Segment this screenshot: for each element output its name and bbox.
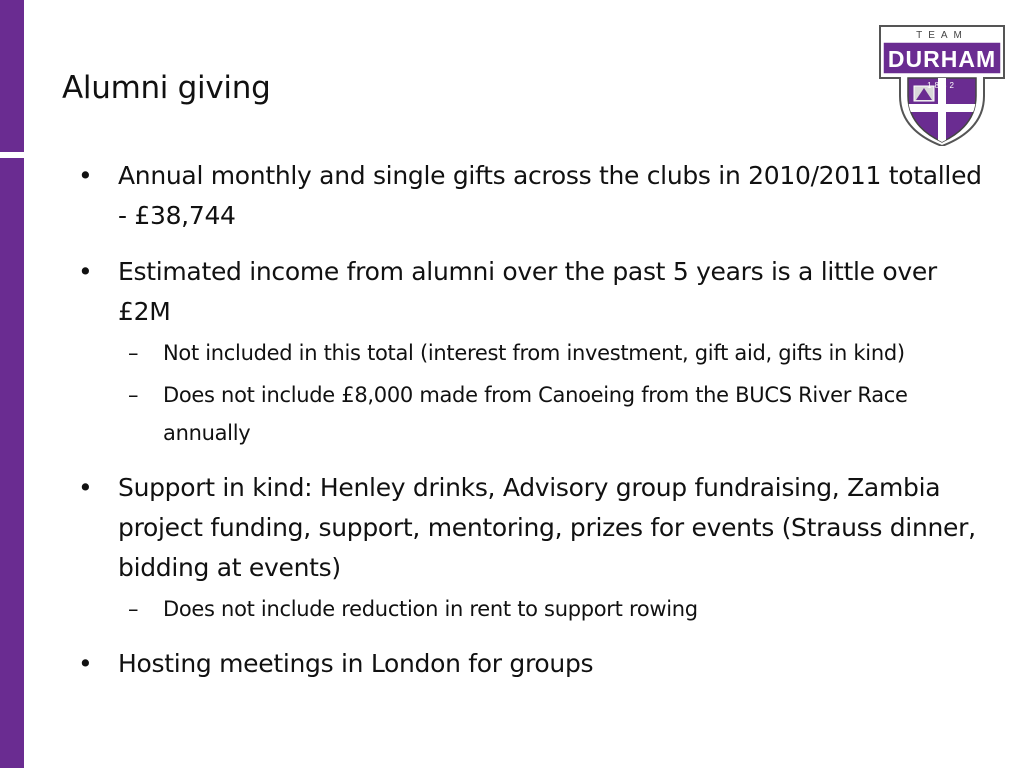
- accent-bar-bottom: [0, 158, 24, 768]
- dash-marker: –: [128, 597, 139, 621]
- bullet-marker: •: [78, 161, 93, 190]
- logo-year-text: 1832: [927, 81, 957, 90]
- sub-bullet-item: [78, 590, 943, 628]
- bullet-item: [78, 468, 988, 588]
- bullet-marker: •: [78, 473, 93, 502]
- bullet-item: [78, 156, 988, 236]
- bullet-list: [78, 156, 988, 684]
- bullet-item: [78, 252, 988, 332]
- bullet-marker: •: [78, 257, 93, 286]
- dash-marker: –: [128, 341, 139, 365]
- bullet-text: Estimated income from alumni over the past 5 years is a little over £2M: [118, 257, 937, 326]
- sub-bullet-item: [78, 334, 943, 372]
- sub-bullet-list: [78, 590, 988, 628]
- bullet-item: [78, 644, 988, 684]
- dash-marker: –: [128, 383, 139, 407]
- sub-bullet-list: [78, 334, 988, 452]
- slide-title: Alumni giving: [62, 70, 271, 106]
- sub-bullet-item: [78, 376, 943, 452]
- accent-bar-top: [0, 0, 24, 152]
- sub-bullet-text: Does not include £8,000 made from Canoeing from the BUCS River Race annually: [163, 383, 908, 445]
- logo-top-text: TEAM: [916, 30, 968, 41]
- team-durham-logo: [878, 22, 1006, 146]
- logo-main-text: DURHAM: [887, 46, 997, 72]
- bullet-text: Hosting meetings in London for groups: [118, 649, 594, 678]
- bullet-text: Annual monthly and single gifts across the clubs in 2010/2011 totalled - £38,744: [118, 161, 982, 230]
- bullet-marker: •: [78, 649, 93, 678]
- bullet-text: Support in kind: Henley drinks, Advisory group fundraising, Zambia project funding, support, mentoring, prizes for events (Strauss dinner, bidding at events): [118, 473, 976, 582]
- sub-bullet-text: Not included in this total (interest from investment, gift aid, gifts in kind): [163, 341, 905, 365]
- sub-bullet-text: Does not include reduction in rent to support rowing: [163, 597, 698, 621]
